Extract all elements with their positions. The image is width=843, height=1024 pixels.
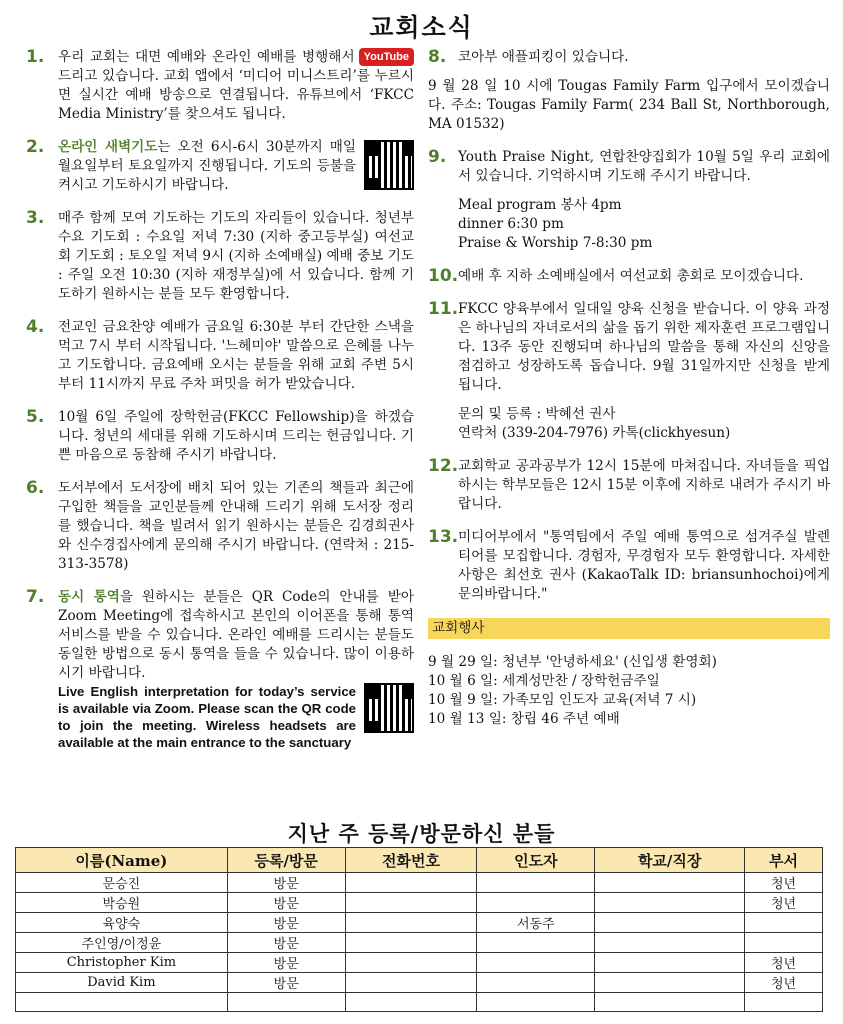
item-number: 2. <box>26 137 45 157</box>
event-item: 9 월 29 일: 청년부 '안녕하세요' (신입생 환영회) <box>428 654 717 670</box>
table-cell <box>345 953 477 973</box>
table-cell: 서동주 <box>477 913 595 933</box>
news-item-4 <box>26 318 414 394</box>
item-text: Youth Praise Night, 연합찬양집회가 10월 5일 우리 교회에서 있습니다. 기억하시며 기도해 주시기 바랍니다. <box>458 149 830 184</box>
table-cell <box>477 973 595 993</box>
item-number: 8. <box>428 47 447 67</box>
left-column <box>26 48 414 765</box>
table-row <box>16 893 823 913</box>
item-number: 13. <box>428 527 459 547</box>
table-cell: 청년 <box>745 893 823 913</box>
item-number: 4. <box>26 317 45 337</box>
table-row <box>16 953 823 973</box>
contact-line: 연락처 (339-204-7976) 카톡(clickhyesun) <box>458 425 731 441</box>
table-cell: 주인영/이정윤 <box>16 933 228 953</box>
table-cell <box>345 893 477 913</box>
item-number: 9. <box>428 147 447 167</box>
news-item-12 <box>428 457 830 514</box>
table-cell: 방문 <box>227 873 345 893</box>
column-header: 이름(Name) <box>16 848 228 873</box>
item-number: 7. <box>26 587 45 607</box>
event-item: 10 월 9 일: 가족모임 인도자 교육(저녁 7 시) <box>428 692 697 708</box>
registration-title: 지난 주 등록/방문하신 분들 <box>287 821 556 846</box>
page-title: 교회소식 <box>369 13 474 42</box>
item-text: 을 원하시는 분들은 QR Code의 안내를 받아 Zoom Meeting에 접속하시고 본인의 이어폰을 통해 통역 서비스를 받을 수 있습니다. 온라인 예배를 드리시는 분들도 동일한 방법으로 동시 통역을 들을 수 있습니다. 많이 이용하시기 바랍니다. <box>58 589 414 681</box>
table-cell <box>477 873 595 893</box>
table-row <box>16 933 823 953</box>
table-cell <box>477 893 595 913</box>
item-highlight: 동시 통역 <box>58 589 120 605</box>
table-cell <box>595 993 745 1012</box>
table-cell <box>595 893 745 913</box>
events-list <box>428 653 830 729</box>
table-row <box>16 913 823 933</box>
table-cell: David Kim <box>16 973 228 993</box>
schedule-line: dinner 6:30 pm <box>458 216 564 232</box>
qr-code-icon[interactable] <box>364 683 414 733</box>
table-cell: 문승진 <box>16 873 228 893</box>
qr-code-icon[interactable] <box>364 140 414 190</box>
item-text: FKCC 양육부에서 일대일 양육 신청을 받습니다. 이 양육 과정은 하나님의 자녀로서의 삶을 돕기 위한 제자훈련 프로그램입니다. 13주 동안 진행되며 하나님의 말씀을 통해 자신의 신앙을 점검하고 성장하도록 돕습니다. 9월 31일까지만 신청을 받게 됩니다. <box>458 301 830 393</box>
item-number: 12. <box>428 456 459 476</box>
table-cell: 박승원 <box>16 893 228 913</box>
table-cell <box>745 913 823 933</box>
item-text: 교회학교 공과공부가 12시 15분에 마쳐집니다. 자녀들을 픽업하시는 학부모들은 12시 15분 이후에 지하로 내려가 주시기 바랍니다. <box>458 458 830 512</box>
table-cell <box>345 933 477 953</box>
table-row <box>16 873 823 893</box>
table-cell: 청년 <box>745 873 823 893</box>
schedule-line: Meal program 봉사 4pm <box>458 197 622 213</box>
events-header: 교회행사 <box>428 618 830 639</box>
news-item-11 <box>428 300 830 443</box>
event-item: 10 월 13 일: 창립 46 주년 예배 <box>428 711 620 727</box>
table-cell: 방문 <box>227 953 345 973</box>
table-cell <box>595 933 745 953</box>
item-text: 는 오전 6시-6시 30분까지 매일 월요일부터 토요일까지 진행됩니다. 기도의 등불을 켜시고 기도하시기 바랍니다. <box>58 139 356 193</box>
table-cell <box>345 873 477 893</box>
item-number: 3. <box>26 208 45 228</box>
table-cell <box>595 973 745 993</box>
news-item-5 <box>26 408 414 465</box>
table-cell: 방문 <box>227 913 345 933</box>
item-number: 11. <box>428 299 459 319</box>
item-text: 코아부 애플피킹이 있습니다. <box>458 49 629 65</box>
table-cell <box>345 993 477 1012</box>
news-item-2 <box>26 138 414 195</box>
item-text: 우리 교회는 대면 예배와 온라인 예배를 병행해서 드리고 있습니다. 교회 앱에서 ‘미디어 미니스트리’를 누르시면 실시간 예배 방송으로 연결됩니다. 유튜브에서 ‘FKCC Media Ministry’를 찾으셔도 됩니다. <box>58 49 414 122</box>
table-cell <box>745 933 823 953</box>
schedule-line: Praise & Worship 7-8:30 pm <box>458 235 653 251</box>
news-item-1 <box>26 48 414 124</box>
table-header-row <box>16 848 823 873</box>
news-item-8 <box>428 48 830 134</box>
item-text: 전교인 금요찬양 예배가 금요일 6:30분 부터 간단한 스낵을 먹고 7시 부터 시작됩니다. '느헤미야' 말씀으로 은혜를 나누고 기도합니다. 금요예배 오시는 분들을 위해 교회 주변 5시부터 11시까지 무료 주차 퍼밋을 허가 받았습니다. <box>58 319 414 392</box>
item-number: 1. <box>26 47 45 67</box>
table-cell <box>227 993 345 1012</box>
table-cell: Christopher Kim <box>16 953 228 973</box>
table-cell <box>595 873 745 893</box>
english-note: Live English interpretation for today’s service is available via Zoom. Please scan the QR code to join the meeting. Wireless headsets are available at the main entrance to the sanctuary <box>58 684 356 750</box>
table-cell: 방문 <box>227 893 345 913</box>
table-cell <box>16 993 228 1012</box>
news-item-13 <box>428 528 830 604</box>
column-header: 학교/직장 <box>595 848 745 873</box>
item-text: 매주 함께 모여 기도하는 기도의 자리들이 있습니다. 청년부 수요 기도회 : 수요일 저녁 7:30 (지하 중고등부실) 여선교회 기도회 : 토오일 저녁 9시 (지하 소예배실) 예배 중보 기도 : 주일 오전 10:30 (지하 재정부실)에 서 있습니다. 함께 기도하기 원하시는 분들 모두 환영합니다. <box>58 210 414 302</box>
news-item-7 <box>26 588 414 751</box>
table-row <box>16 993 823 1012</box>
table-cell <box>345 973 477 993</box>
table-row <box>16 973 823 993</box>
column-header: 부서 <box>745 848 823 873</box>
column-header: 인도자 <box>477 848 595 873</box>
contact-line: 문의 및 등록 : 박혜선 권사 <box>458 406 616 422</box>
item-number: 10. <box>428 266 459 286</box>
news-item-3 <box>26 209 414 304</box>
table-cell: 육양숙 <box>16 913 228 933</box>
item-detail: 9 월 28 일 10 시에 Tougas Family Farm 입구에서 모이겠습니다. 주소: Tougas Family Farm( 234 Ball St, Northborough, MA 01532) <box>428 78 830 132</box>
table-cell: 방문 <box>227 973 345 993</box>
table-cell <box>745 993 823 1012</box>
table-cell <box>477 993 595 1012</box>
table-cell: 방문 <box>227 933 345 953</box>
table-cell <box>477 933 595 953</box>
item-text: 도서부에서 도서장에 배치 되어 있는 기존의 책들과 최근에 구입한 책들을 교인분들께 안내해 드리기 위해 도서장 정리를 했습니다. 책을 빌려서 읽기 원하시는 분들은 김경희권사와 신수경집사에게 문의해 주시기 바랍니다. (연락처 : 215-313-3578) <box>58 480 414 572</box>
right-column <box>428 48 830 729</box>
table-cell <box>595 913 745 933</box>
youtube-logo-icon: YouTube <box>359 48 414 66</box>
item-text: 예배 후 지하 소예배실에서 여선교회 총회로 모이겠습니다. <box>458 268 804 284</box>
item-number: 6. <box>26 478 45 498</box>
table-cell <box>345 913 477 933</box>
news-item-10 <box>428 267 830 286</box>
event-item: 10 월 6 일: 세계성만찬 / 장학헌금주일 <box>428 673 660 689</box>
item-highlight: 온라인 새벽기도 <box>58 139 158 155</box>
table-cell <box>477 953 595 973</box>
column-header: 전화번호 <box>345 848 477 873</box>
registration-table <box>15 847 823 1012</box>
table-cell: 청년 <box>745 953 823 973</box>
column-header: 등록/방문 <box>227 848 345 873</box>
table-cell <box>595 953 745 973</box>
item-text: 10월 6일 주일에 장학헌금(FKCC Fellowship)을 하겠습니다. 청년의 세대를 위해 기도하시며 드리는 헌금입니다. 기쁜 마음으로 동참해 주시기 바랍니다. <box>58 409 414 463</box>
table-cell: 청년 <box>745 973 823 993</box>
news-item-6 <box>26 479 414 574</box>
news-item-9 <box>428 148 830 253</box>
item-number: 5. <box>26 407 45 427</box>
item-text: 미디어부에서 "통역팀에서 주일 예배 통역으로 섬겨주실 발렌티어를 모집합니다. 경험자, 무경험자 모두 환영합니다. 자세한 사항은 최선호 권사 (KakaoTalk ID: briansunhochoi)에게 문의바랍니다." <box>458 529 830 602</box>
